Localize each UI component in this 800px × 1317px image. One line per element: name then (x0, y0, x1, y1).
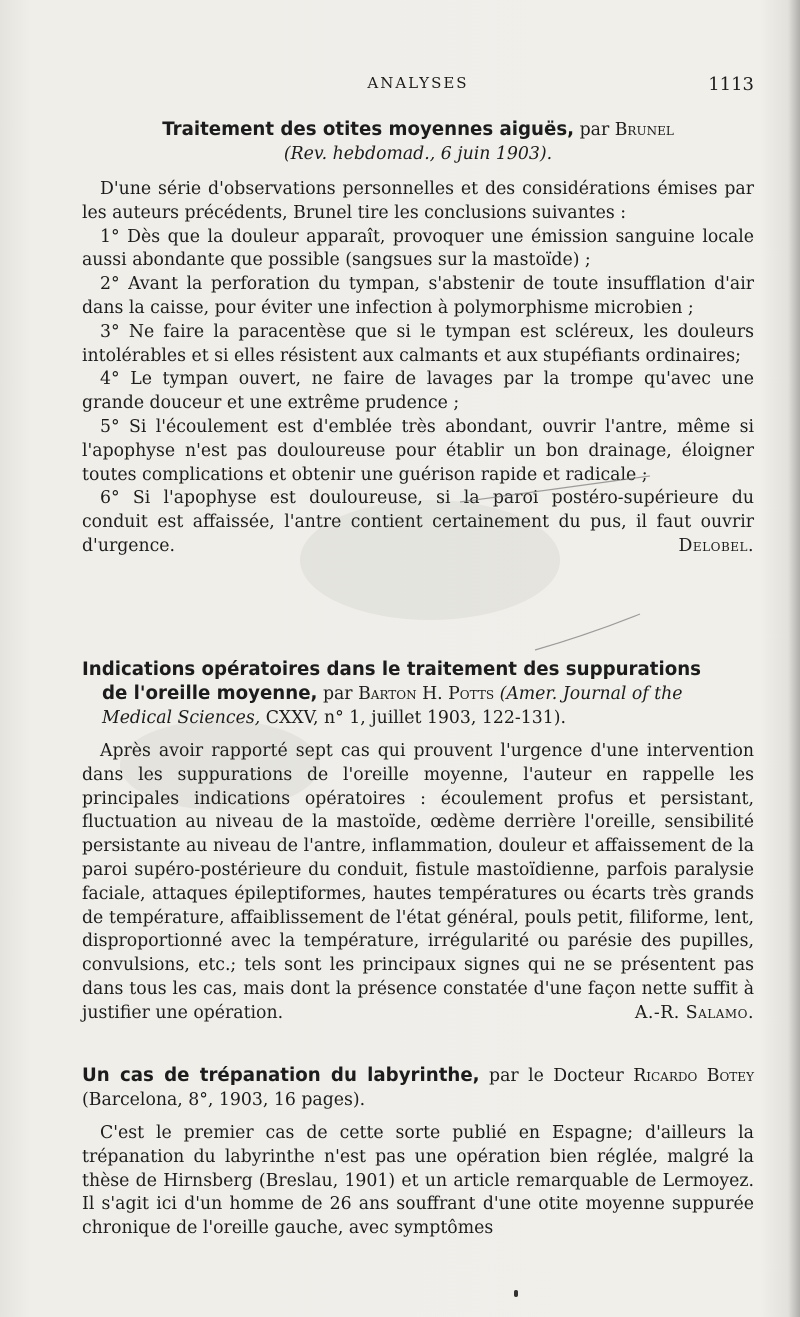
article3-by: par le Docteur (489, 1066, 624, 1086)
article2-title-line2: de l'oreille moyenne, (102, 683, 318, 704)
article2-signature: A.-R. Salamo. (634, 1002, 754, 1023)
article1-author: Brunel (614, 120, 674, 140)
article1-item-3: 3° Ne faire la paracentèse que si le tympan est scléreux, les douleurs intolérables et si elles résistent aux calmants et aux stupéfiants ordinaires; (82, 321, 754, 366)
page-number: 1113 (708, 74, 754, 95)
pencil-stroke (530, 610, 650, 655)
article1-source: (Rev. hebdomad., 6 juin 1903). (283, 144, 553, 164)
article2-author: Barton H. Potts (358, 684, 495, 704)
article3-author: Ricardo Botey (633, 1066, 754, 1086)
article2-title-line1: Indications opératoires dans le traitement des suppurations (82, 659, 701, 680)
article2-journal: (Amer. Journal of the Medical Sciences, (102, 684, 683, 728)
article2-source: CXXV, n° 1, juillet 1903, 122-131). (265, 708, 566, 728)
article3-title: Un cas de trépanation du labyrinthe, (82, 1065, 480, 1086)
article1-item-5: 5° Si l'écoulement est d'emblée très abondant, ouvrir l'antre, même si l'apophyse n'est pas douloureuse pour établir un bon drainage, éloigner toutes complications et obtenir une guérison rapide et radicale ; (82, 416, 754, 485)
article2-body (82, 740, 754, 1026)
article1-heading (82, 118, 754, 166)
article3-heading (82, 1064, 754, 1112)
article2-text: Après avoir rapporté sept cas qui prouvent l'urgence d'une intervention dans les suppurations de l'oreille moyenne, l'auteur en rappelle les principales indications opératoires : écoulement profus et persistant, fluctuation au niveau de la mastoïde, œdème derrière l'oreille, sensibilité persistante au niveau de l'antre, inflammation, douleur et affaissement de la paroi supéro-postérieure du conduit, fistule mastoïdienne, parfois paralysie faciale, attaques épileptiformes, hautes températures ou écarts très grands de température, affaiblissement de l'état général, pouls petit, filiforme, lent, disproportionné avec la température, irrégularité ou parésie des pupilles, convulsions, etc.; tels sont les principaux signes qui ne se présentent pas dans tous les cas, mais dont la présence constatée d'une façon nette suffit à justifier une opération. (82, 741, 754, 1023)
article1-item-6-text: 6° Si l'apophyse est douloureuse, si la paroi postéro-supérieure du conduit est affaissée, l'antre contient certainement du pus, il faut ouvrir d'urgence. (82, 488, 754, 556)
article3-body (82, 1122, 754, 1241)
article2-heading (82, 658, 754, 730)
article1-title: Traitement des otites moyennes aiguës, (162, 119, 575, 140)
article3-source: (Barcelona, 8°, 1903, 16 pages). (82, 1090, 366, 1110)
running-head-title: ANALYSES (367, 74, 469, 92)
article1-signature: Delobel. (678, 535, 754, 556)
page-edge-shadow (788, 0, 800, 1317)
article1-item-2: 2° Avant la perforation du tympan, s'abstenir de toute insufflation d'air dans la caisse, pour éviter une infection à polymorphisme microbien ; (82, 274, 754, 318)
ink-speck (514, 1290, 518, 1297)
article1-by: par (579, 120, 610, 140)
running-head (82, 74, 754, 98)
pencil-stroke (440, 470, 660, 510)
article3-text: C'est le premier cas de cette sorte publié en Espagne; d'ailleurs la trépanation du labyrinthe n'est pas une opération bien réglée, malgré la thèse de Hirnsberg (Breslau, 1901) et un article remarquable de Lermoyez. Il s'agit ici d'un homme de 26 ans souffrant d'une otite moyenne suppurée chronique de l'oreille gauche, avec symptômes (82, 1123, 754, 1239)
article2-by: par (322, 684, 353, 704)
article1-intro: D'une série d'observations personnelles et des considérations émises par les auteurs précédents, Brunel tire les conclusions suivantes : (82, 179, 754, 223)
article1-item-1: 1° Dès que la douleur apparaît, provoquer une émission sanguine locale aussi abondante que possible (sangsues sur la mastoïde) ; (82, 226, 754, 271)
article1-item-4: 4° Le tympan ouvert, ne faire de lavages par la trompe qu'avec une grande douceur et une extrême prudence ; (82, 369, 754, 414)
